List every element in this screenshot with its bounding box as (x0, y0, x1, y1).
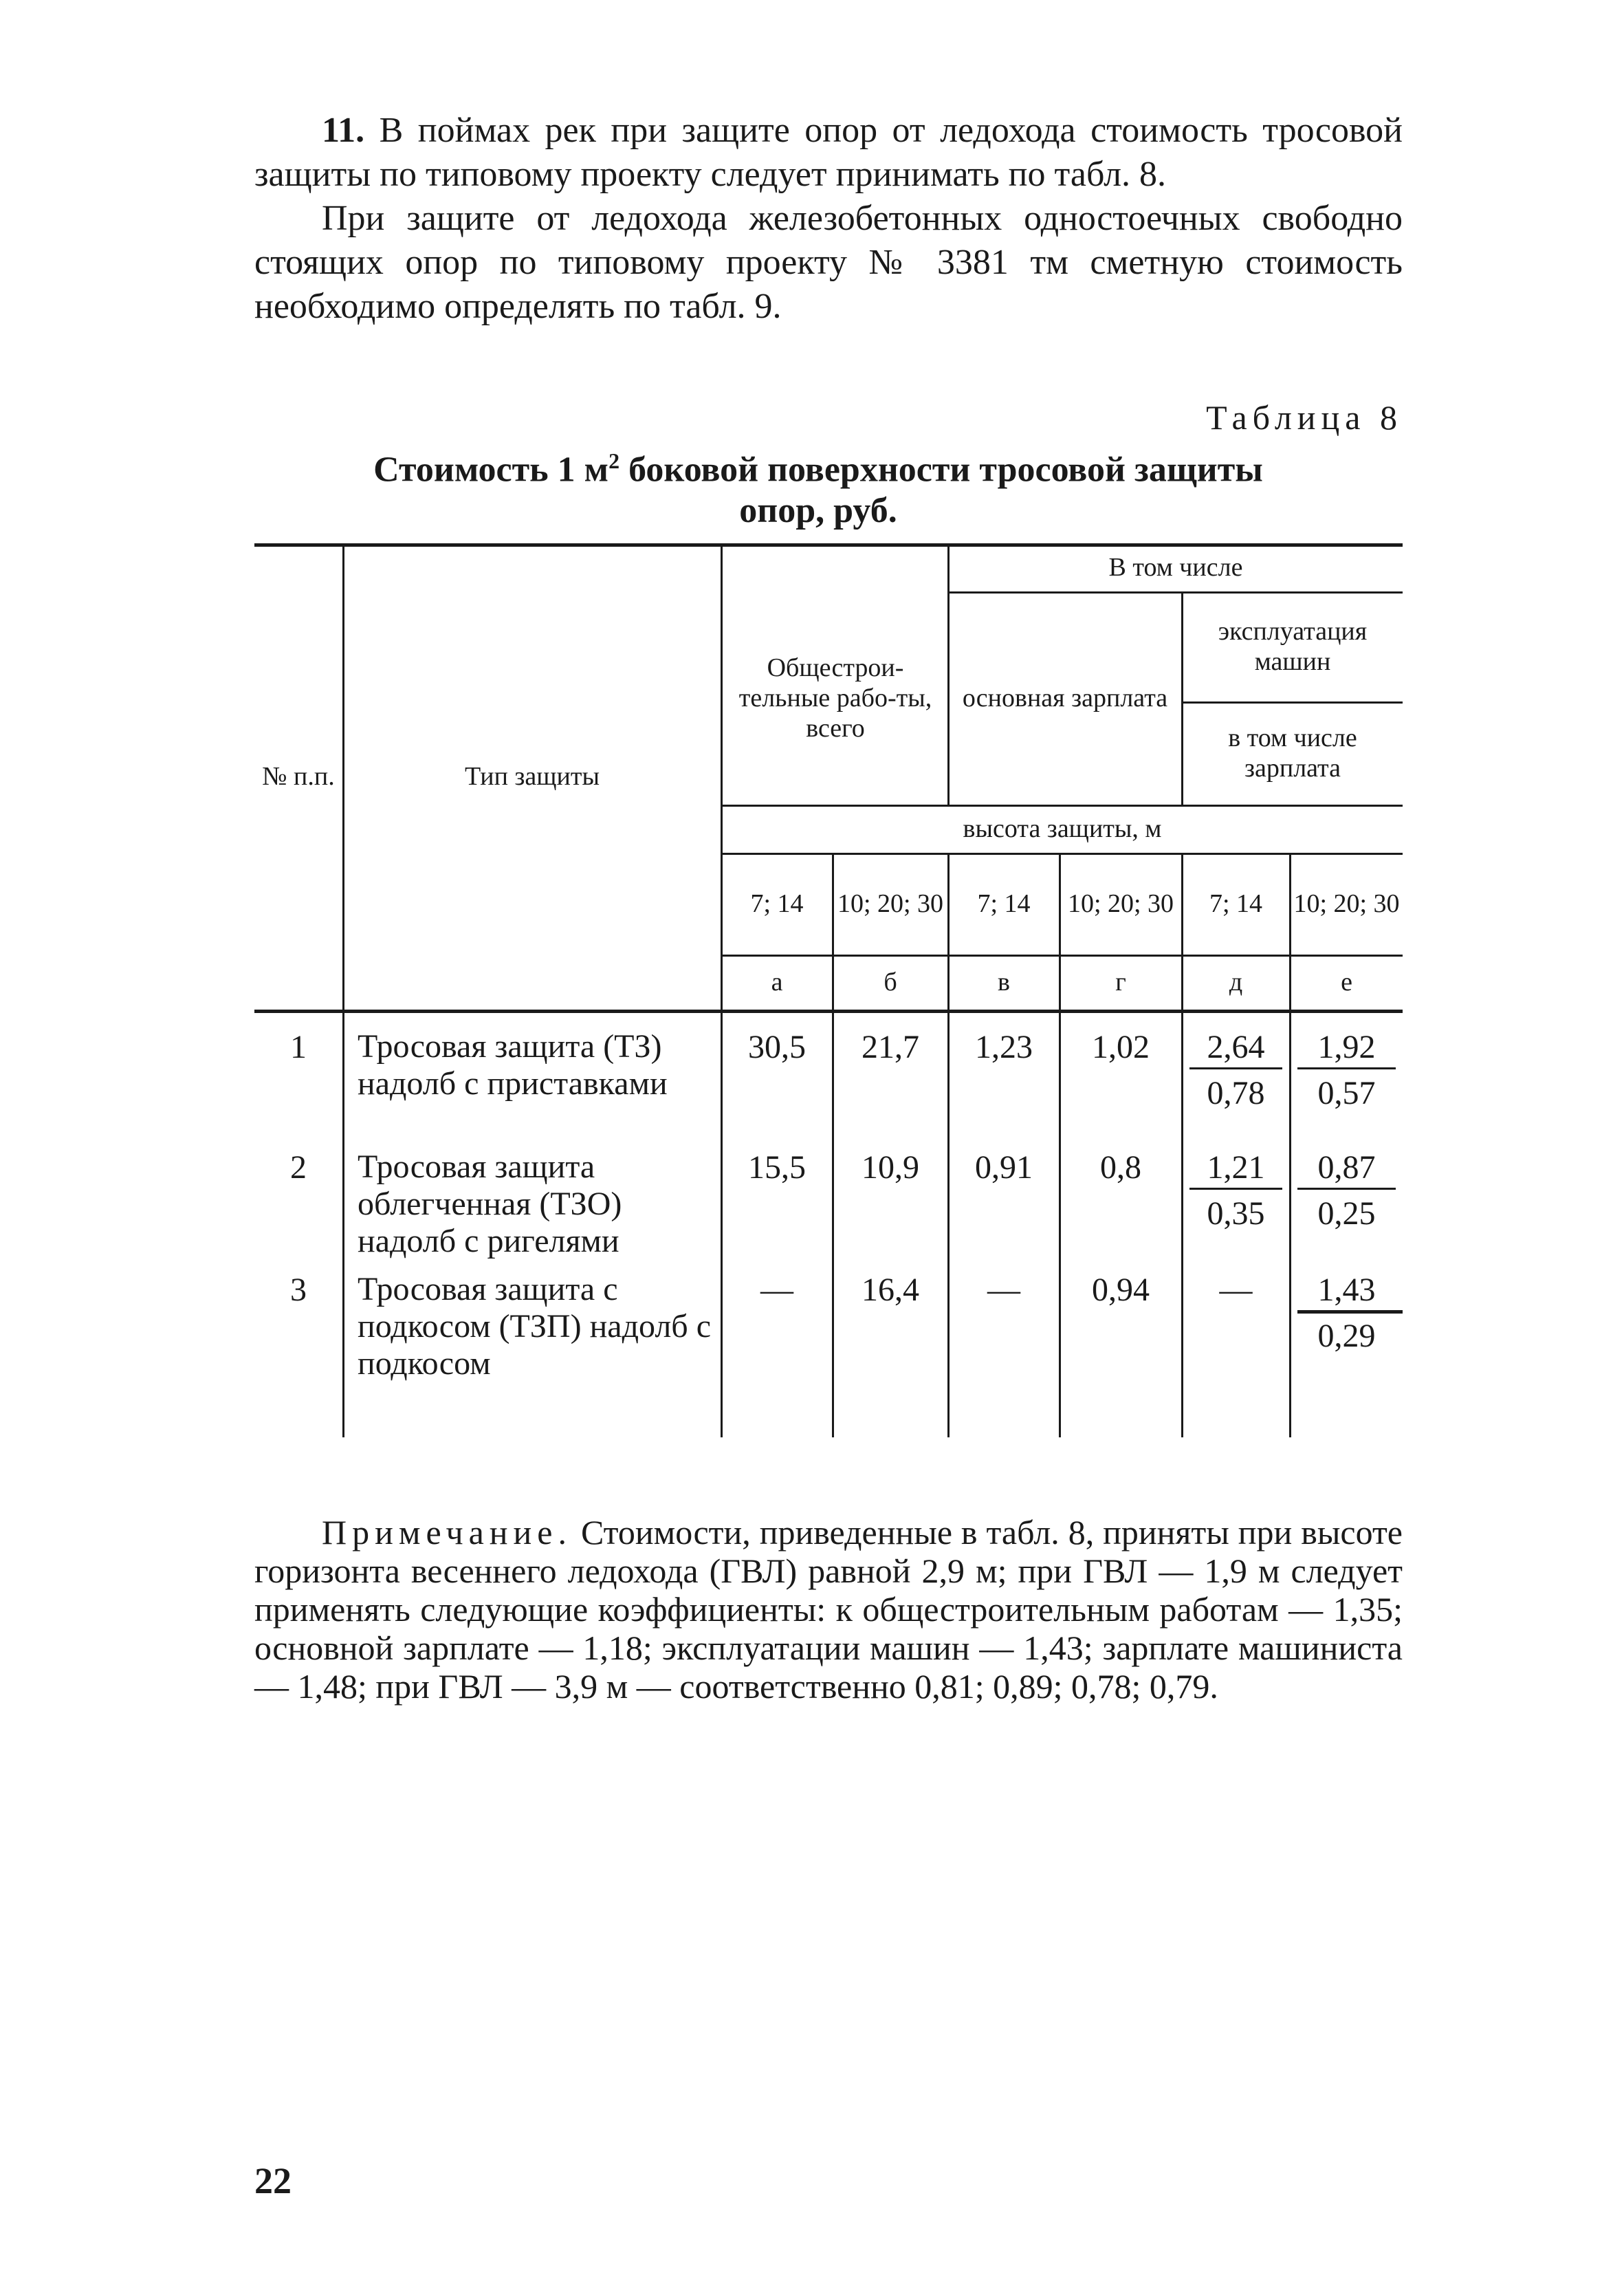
row-2-e-bottom: 0,35 (1207, 1195, 1265, 1232)
note-label: Примечание. (322, 1513, 573, 1552)
col-letter-c: в (998, 968, 1010, 997)
row-3-f-fraction-line (1297, 1310, 1403, 1314)
row-3-f-top: 1,43 (1317, 1272, 1376, 1308)
row-3-number: 3 (290, 1272, 307, 1308)
paragraph-text: В поймах рек при защите опор от ледохода стоимость тросовой защиты по типовому проекту следует принимать по табл. 8. (254, 111, 1403, 194)
row-2-b: 10,9 (862, 1149, 919, 1186)
header-num: № п.п. (262, 762, 335, 791)
height-b: 10; 20; 30 (837, 889, 944, 918)
row-1-e-bottom: 0,78 (1207, 1075, 1265, 1111)
header-type: Тип защиты (464, 762, 600, 791)
row-2-e-fraction-line (1189, 1188, 1282, 1190)
title-part-1: Стоимость 1 м (373, 450, 609, 490)
row-2-f-top: 0,87 (1317, 1149, 1376, 1186)
col-letter-f: е (1341, 968, 1352, 997)
col-letter-b: б (884, 968, 897, 997)
row-3-a: — (760, 1272, 793, 1308)
row-3-d: 0,94 (1092, 1272, 1150, 1308)
cost-table (254, 543, 1403, 1437)
header-including: В том числе (1108, 553, 1243, 582)
row-1-f-fraction-line (1297, 1067, 1396, 1069)
row-2-f-fraction-line (1297, 1188, 1396, 1190)
paragraph-number: 11. (322, 111, 365, 150)
header-general: Общестрои-тельные рабо-ты, всего (738, 653, 932, 743)
rule-header-bottom (254, 1010, 1403, 1013)
height-f: 10; 20; 30 (1293, 889, 1400, 918)
row-1-f-bottom: 0,57 (1317, 1075, 1376, 1111)
row-2-f-bottom: 0,25 (1317, 1195, 1376, 1232)
row-3-b: 16,4 (862, 1272, 919, 1308)
col-letter-d: г (1115, 968, 1126, 997)
height-d: 10; 20; 30 (1067, 889, 1174, 918)
paragraph-11 (254, 109, 1403, 197)
row-2-c: 0,91 (975, 1149, 1033, 1186)
col-letter-e: д (1229, 968, 1243, 997)
row-3-f-bottom: 0,29 (1317, 1318, 1376, 1354)
header-salary: основная зарплата (962, 684, 1168, 712)
height-e: 7; 14 (1209, 889, 1263, 918)
note-text: Стоимости, приведенные в табл. 8, приняты при высоте горизонта весеннего ледохода (ГВЛ) равной 2,9 м; при ГВЛ — 1,9 м следует применять следующие коэффициенты: к общестроительным работам — 1,35; основной зарплате — 1,18; эксплуатации машин — 1,43; зарплате машиниста — 1,48; при ГВЛ — 3,9 м — соответственно 0,81; 0,89; 0,78; 0,79. (254, 1513, 1403, 1706)
row-1-f-top: 1,92 (1317, 1029, 1376, 1065)
row-2-number: 2 (290, 1149, 307, 1186)
height-a: 7; 14 (750, 889, 804, 918)
row-2-d: 0,8 (1100, 1149, 1141, 1186)
row-1-d: 1,02 (1092, 1029, 1150, 1065)
height-c: 7; 14 (977, 889, 1031, 918)
table-label: Таблица 8 (1206, 398, 1403, 437)
row-2-e-top: 1,21 (1207, 1149, 1265, 1186)
title-part-2: боковой поверхности тросовой защиты опор, руб. (619, 450, 1263, 531)
row-1-number: 1 (290, 1029, 307, 1065)
header-machines: эксплуатация машин (1218, 617, 1368, 676)
paragraph-2: При защите от ледохода железобетонных одностоечных свободно стоящих опор по типовому проекту № 3381 тм сметную стоимость необходимо определять по табл. 9. (254, 199, 1403, 326)
row-1-type: Тросовая защита (ТЗ) надолб с приставками (358, 1028, 668, 1102)
row-1-e-top: 2,64 (1207, 1029, 1265, 1065)
row-1-c: 1,23 (975, 1029, 1033, 1065)
row-1-e-fraction-line (1189, 1067, 1282, 1069)
row-2-type: Тросовая защита облегченная (ТЗО) надолб с ригелями (358, 1149, 622, 1259)
row-3-c: — (987, 1272, 1020, 1308)
row-1-b: 21,7 (862, 1029, 919, 1065)
header-height: высота защиты, м (963, 814, 1162, 843)
col-letter-a: а (771, 968, 783, 997)
row-2-a: 15,5 (748, 1149, 806, 1186)
table-title (344, 440, 1293, 532)
table-note (254, 1513, 1403, 1706)
row-3-e-top: — (1219, 1272, 1253, 1308)
page-number: 22 (254, 2160, 292, 2201)
row-1-a: 30,5 (748, 1029, 806, 1065)
header-machines-salary: в том числе зарплата (1228, 723, 1357, 783)
title-superscript: 2 (608, 448, 620, 473)
row-3-type: Тросовая защита с подкосом (ТЗП) надолб с подкосом (358, 1271, 712, 1382)
